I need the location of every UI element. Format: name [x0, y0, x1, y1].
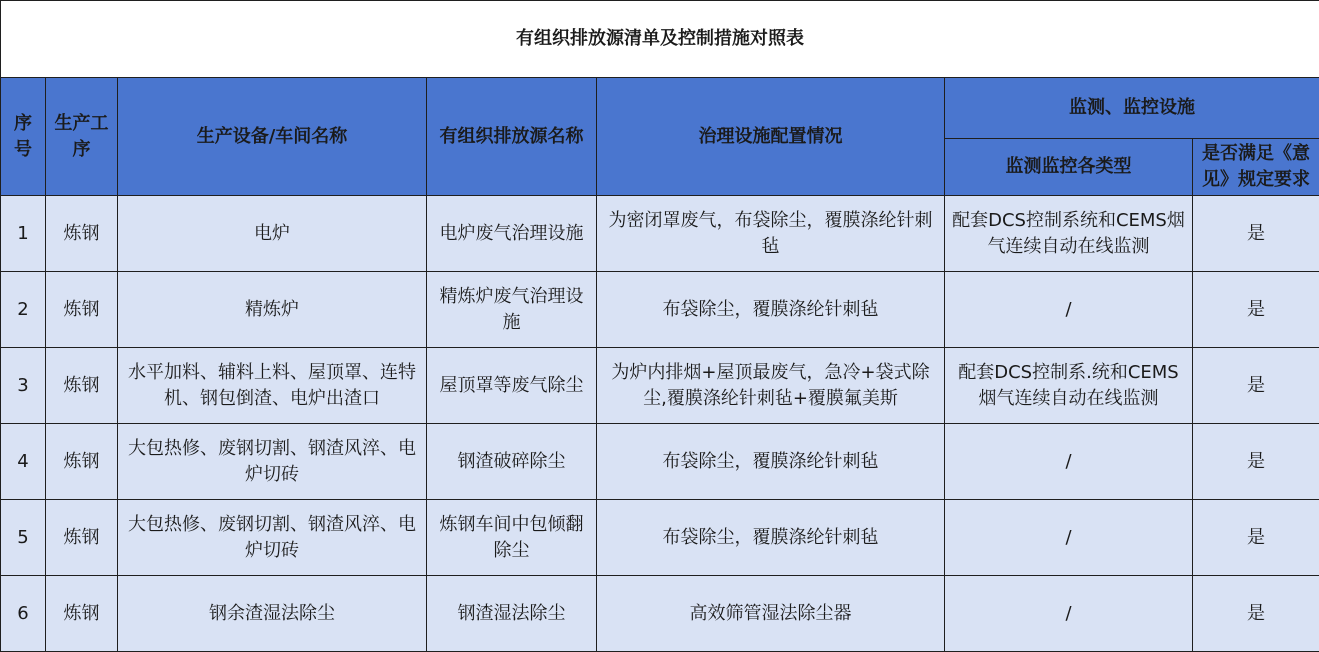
- cell-monitoring: /: [945, 424, 1193, 500]
- cell-equipment: 精炼炉: [118, 272, 427, 348]
- cell-seq: 3: [1, 348, 46, 424]
- cell-meets: 是: [1193, 500, 1319, 576]
- cell-meets: 是: [1193, 348, 1319, 424]
- header-equipment: 生产设备/车间名称: [118, 78, 427, 196]
- header-monitoring-group: 监测、监控设施: [945, 78, 1319, 139]
- table-row: [1, 576, 1319, 652]
- cell-treatment: 布袋除尘，覆膜涤纶针刺毡: [597, 272, 945, 348]
- cell-equipment: 大包热修、废钢切割、钢渣风淬、电炉切砖: [118, 424, 427, 500]
- cell-seq: 6: [1, 576, 46, 652]
- cell-meets: 是: [1193, 424, 1319, 500]
- table-row: [1, 424, 1319, 500]
- cell-source: 钢渣破碎除尘: [427, 424, 597, 500]
- cell-monitoring: /: [945, 500, 1193, 576]
- cell-equipment: 水平加料、辅料上料、屋顶罩、连特机、钢包倒渣、电炉出渣口: [118, 348, 427, 424]
- cell-process: 炼钢: [46, 500, 118, 576]
- cell-equipment: 电炉: [118, 196, 427, 272]
- cell-source: 精炼炉废气治理设施: [427, 272, 597, 348]
- cell-treatment: 高效筛管湿法除尘器: [597, 576, 945, 652]
- cell-treatment: 布袋除尘，覆膜涤纶针刺毡: [597, 424, 945, 500]
- cell-process: 炼钢: [46, 272, 118, 348]
- cell-treatment: 为密闭罩废气，布袋除尘，覆膜涤纶针刺毡: [597, 196, 945, 272]
- header-meets: 是否满足《意见》规定要求: [1193, 139, 1319, 196]
- cell-source: 钢渣湿法除尘: [427, 576, 597, 652]
- table-row: [1, 272, 1319, 348]
- cell-monitoring: 配套DCS控制系.统和CEMS烟气连续自动在线监测: [945, 348, 1193, 424]
- table-row: [1, 348, 1319, 424]
- header-process: 生产工序: [46, 78, 118, 196]
- cell-treatment: 为炉内排烟+屋顶最废气，急冷+袋式除尘,覆膜涤纶针刺毡+覆膜氟美斯: [597, 348, 945, 424]
- header-source: 有组织排放源名称: [427, 78, 597, 196]
- header-monitoring-type: 监测监控各类型: [945, 139, 1193, 196]
- cell-source: 电炉废气治理设施: [427, 196, 597, 272]
- cell-process: 炼钢: [46, 196, 118, 272]
- header-treatment: 治理设施配置情况: [597, 78, 945, 196]
- cell-equipment: 大包热修、废钢切割、钢渣风淬、电炉切砖: [118, 500, 427, 576]
- cell-monitoring: /: [945, 272, 1193, 348]
- cell-treatment: 布袋除尘，覆膜涤纶针刺毡: [597, 500, 945, 576]
- table-title: 有组织排放源清单及控制措施对照表: [1, 1, 1319, 78]
- cell-process: 炼钢: [46, 576, 118, 652]
- cell-process: 炼钢: [46, 348, 118, 424]
- cell-monitoring: 配套DCS控制系统和CEMS烟气连续自动在线监测: [945, 196, 1193, 272]
- cell-seq: 1: [1, 196, 46, 272]
- table-row: [1, 196, 1319, 272]
- cell-equipment: 钢余渣湿法除尘: [118, 576, 427, 652]
- cell-meets: 是: [1193, 196, 1319, 272]
- cell-meets: 是: [1193, 576, 1319, 652]
- cell-monitoring: /: [945, 576, 1193, 652]
- cell-process: 炼钢: [46, 424, 118, 500]
- cell-seq: 4: [1, 424, 46, 500]
- cell-source: 屋顶罩等废气除尘: [427, 348, 597, 424]
- cell-seq: 2: [1, 272, 46, 348]
- cell-source: 炼钢车间中包倾翻除尘: [427, 500, 597, 576]
- cell-meets: 是: [1193, 272, 1319, 348]
- table-row: [1, 500, 1319, 576]
- header-seq: 序号: [1, 78, 46, 196]
- cell-seq: 5: [1, 500, 46, 576]
